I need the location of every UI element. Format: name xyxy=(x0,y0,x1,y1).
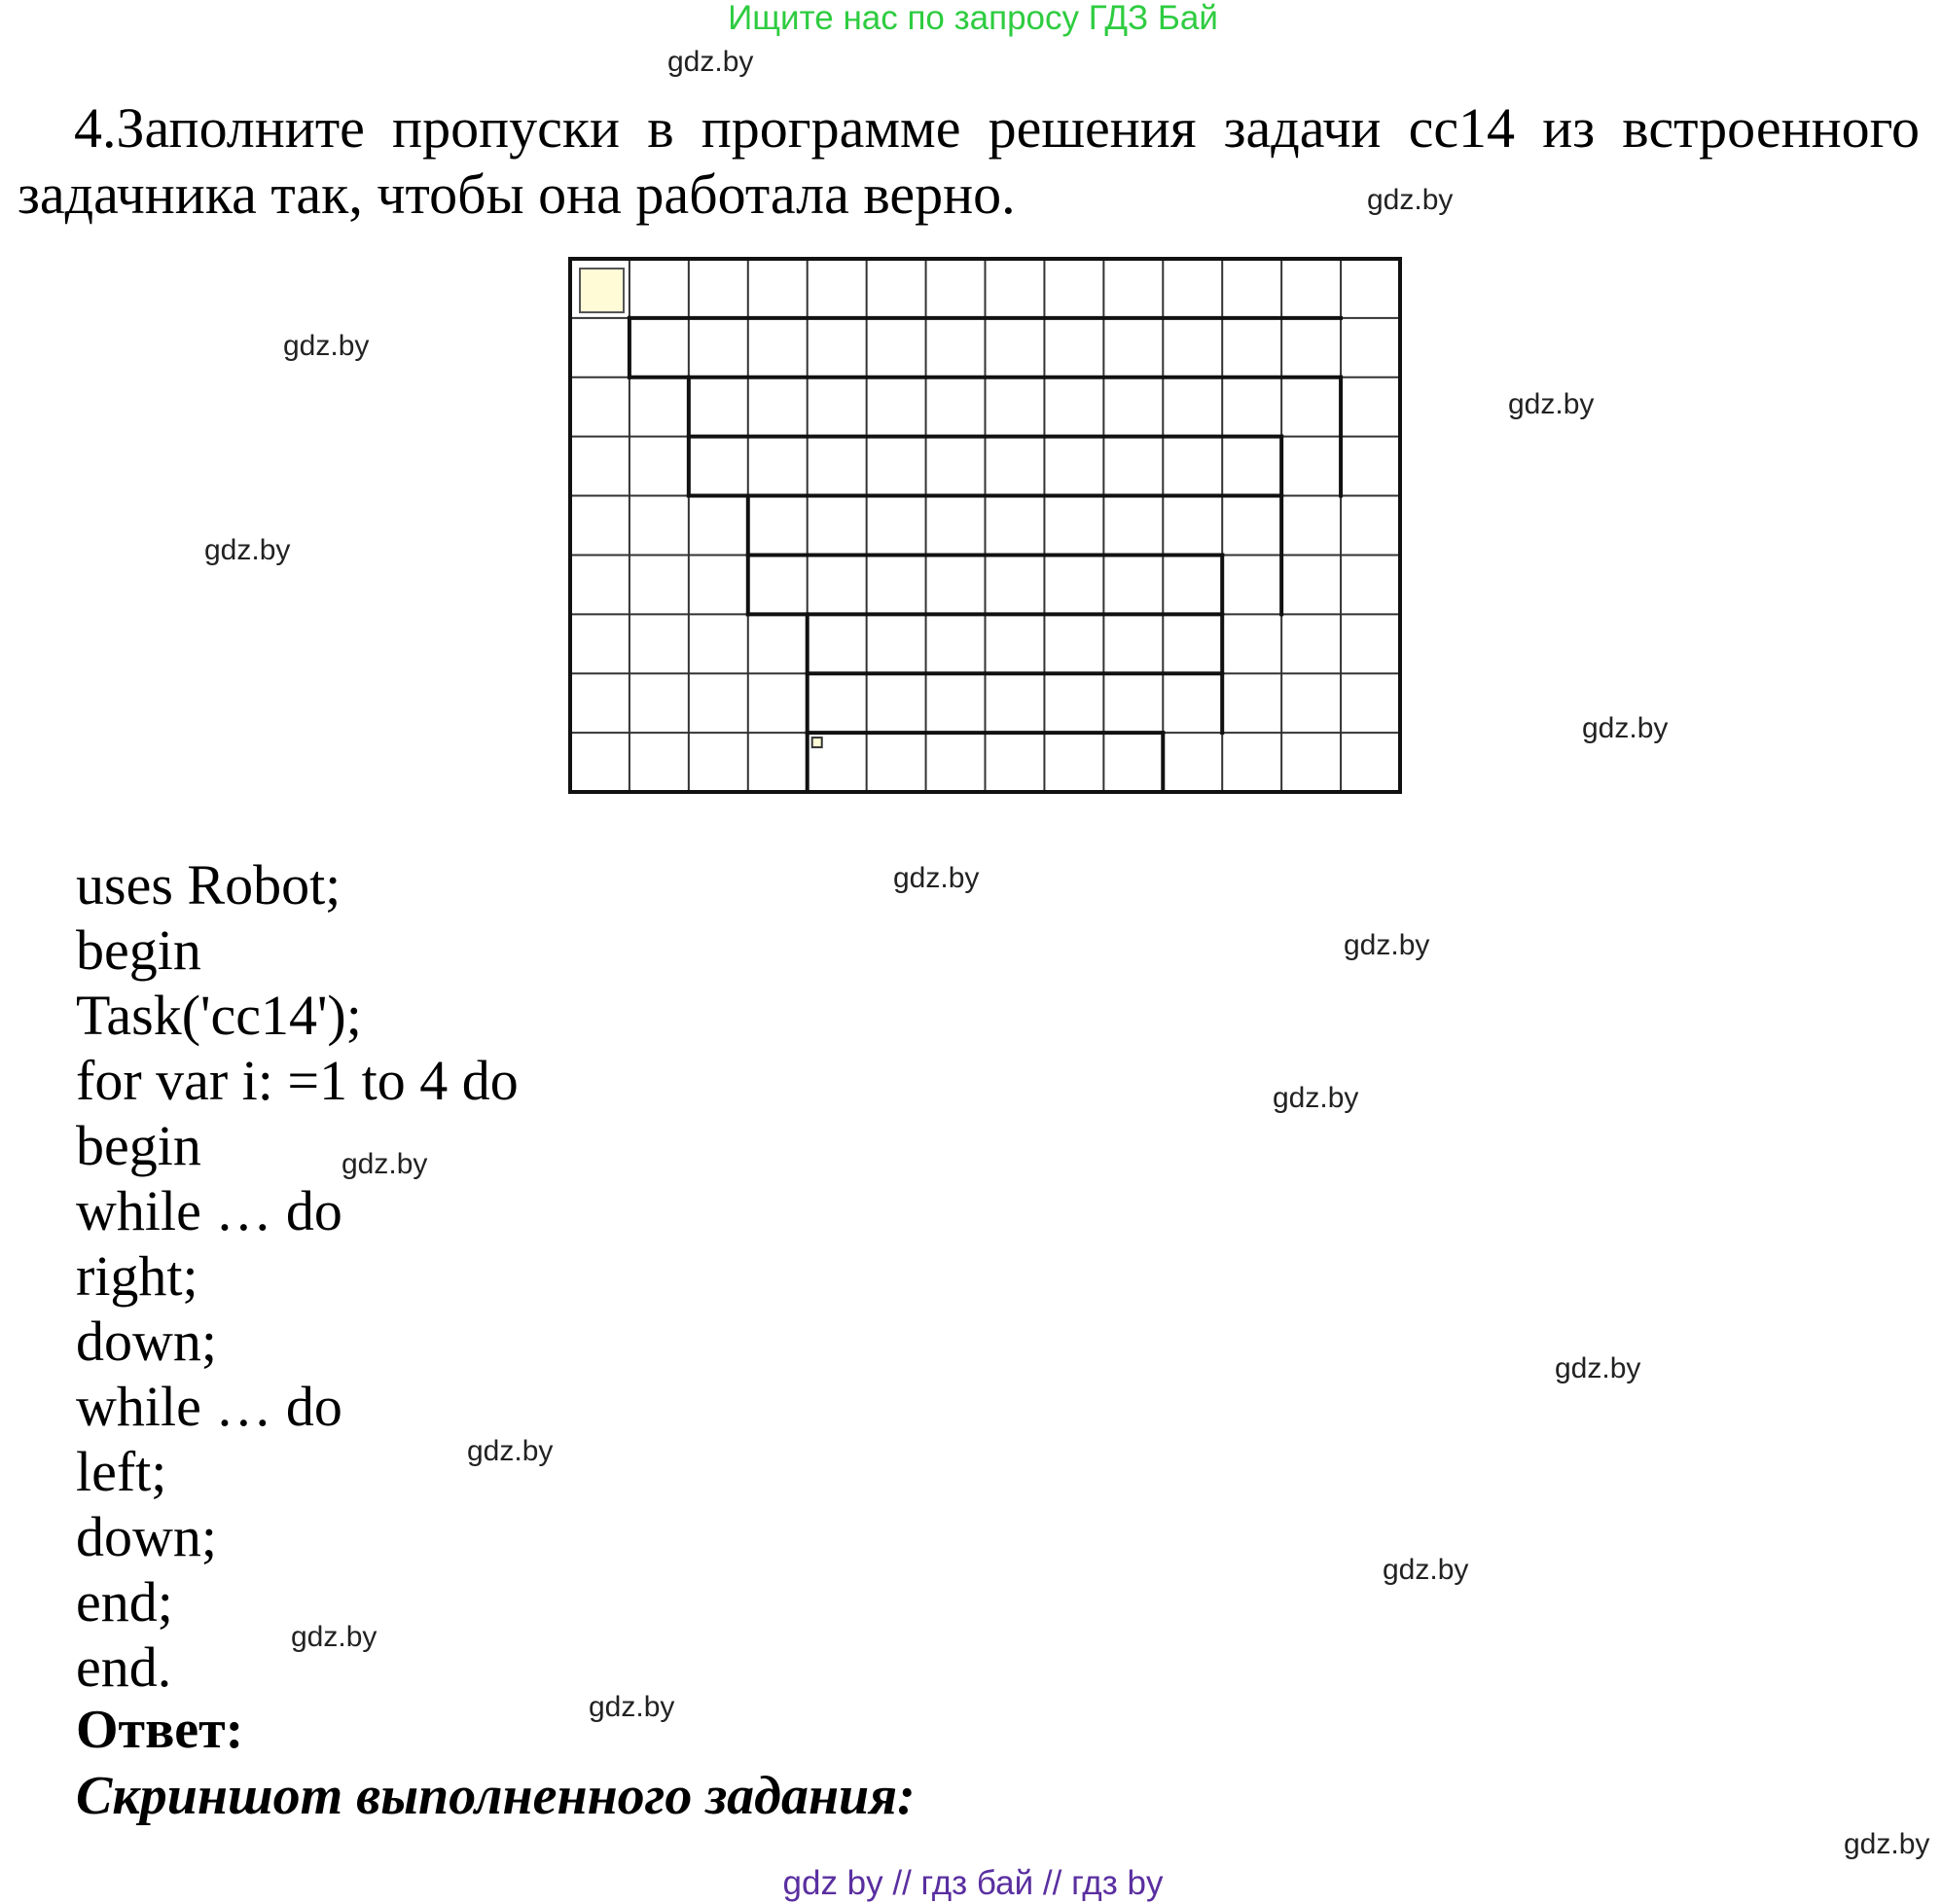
program-code xyxy=(76,852,519,1700)
watermark: gdz.by xyxy=(1383,1554,1469,1586)
code-line: while … do xyxy=(76,1375,342,1438)
answer-label: Ответ: xyxy=(76,1700,244,1760)
watermark: gdz.by xyxy=(342,1148,428,1180)
top-banner: Ищите нас по запросу ГДЗ Бай xyxy=(728,0,1218,37)
code-line: left; xyxy=(76,1440,167,1503)
code-line: begin xyxy=(76,918,201,982)
task-text: 4.Заполните пропуски в программе решения задачи cc14 из встроенного задачника так, чтобы она работала верно. xyxy=(18,96,1920,226)
code-line: end. xyxy=(76,1635,172,1699)
watermark: gdz.by xyxy=(589,1691,675,1723)
watermark: gdz.by xyxy=(893,862,980,894)
code-line: end; xyxy=(76,1570,173,1634)
code-line: down; xyxy=(76,1505,217,1568)
finish-marker xyxy=(812,737,822,747)
watermark: gdz.by xyxy=(1367,184,1454,216)
watermark: gdz.by xyxy=(291,1621,378,1653)
code-line: for var i: =1 to 4 do xyxy=(76,1049,519,1112)
watermark: gdz.by xyxy=(1344,929,1430,961)
code-line: while … do xyxy=(76,1179,342,1242)
code-line: begin xyxy=(76,1114,201,1177)
start-cell xyxy=(580,269,624,312)
watermark: gdz.by xyxy=(204,534,291,566)
code-line: uses Robot; xyxy=(76,853,342,916)
grid-lines xyxy=(570,259,1400,792)
code-line: Task('cc14'); xyxy=(76,984,362,1047)
watermark: gdz.by xyxy=(1582,712,1669,744)
robot-field xyxy=(567,256,1430,820)
screenshot-label: Скриншот выполненного задания: xyxy=(76,1766,916,1826)
code-line: right; xyxy=(76,1244,198,1308)
watermark: gdz.by xyxy=(1844,1828,1930,1860)
robot-field-grid xyxy=(567,256,1430,815)
watermark: gdz.by xyxy=(467,1435,554,1467)
watermark: gdz.by xyxy=(667,46,754,78)
watermark: gdz.by xyxy=(1273,1082,1359,1114)
watermark: gdz.by xyxy=(1555,1352,1641,1384)
watermark: gdz.by xyxy=(283,330,370,362)
watermark: gdz.by xyxy=(1508,388,1595,420)
footer-watermark: gdz by // гдз бай // гдз by xyxy=(782,1864,1164,1902)
code-line: down; xyxy=(76,1310,217,1373)
